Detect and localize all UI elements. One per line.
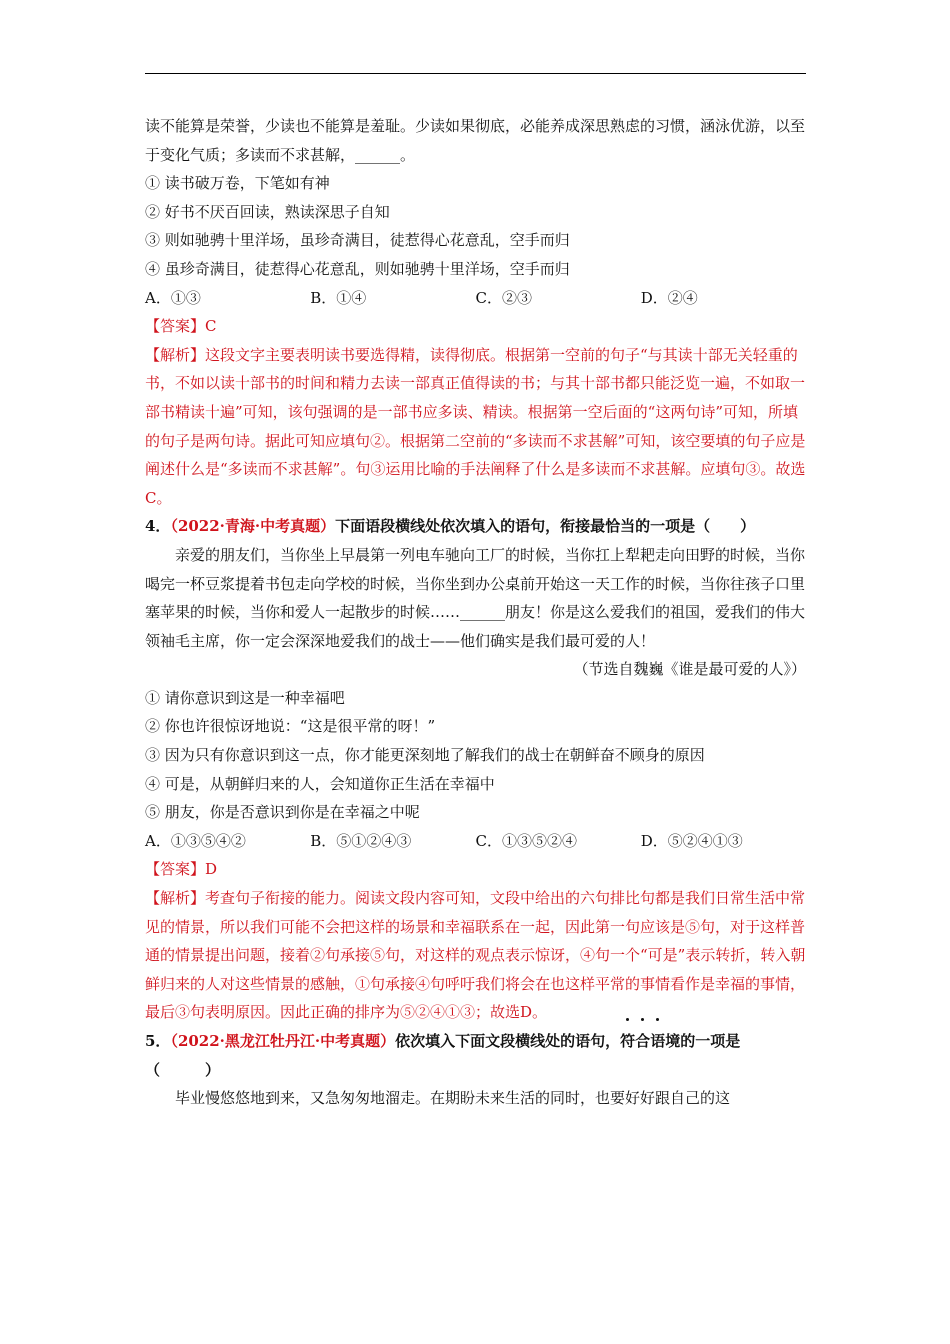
q4-option-a: A．①③⑤④② xyxy=(145,831,246,850)
q4-item-5: ⑤ 朋友，你是否意识到你是在幸福之中呢 xyxy=(145,803,420,822)
q5-emphasis-char-3 xyxy=(650,1027,665,1056)
q4-option-b: B．⑤①②④③ xyxy=(310,831,412,850)
emphasis-char: 语 xyxy=(650,1032,666,1050)
q5-number: 5． xyxy=(145,1032,171,1050)
q3-option-a: A．①③ xyxy=(145,288,201,307)
question-3-tail xyxy=(145,112,806,512)
q3-item-4: ④ 虽珍奇满目，徒惹得心花意乱，则如驰骋十里洋场，空手而归 xyxy=(145,259,570,278)
q4-option-c: C．①③⑤②④ xyxy=(475,831,577,850)
q4-option-d: D．⑤②④①③ xyxy=(640,831,743,850)
q4-stem-text: 下面语段横线处依次填入的语句，衔接最恰当的一项是（ ） xyxy=(335,517,756,536)
q4-number: 4． xyxy=(145,517,171,536)
q3-analysis xyxy=(145,341,806,513)
emphasis-char: 符 xyxy=(620,1032,636,1050)
q4-options xyxy=(145,827,806,856)
q4-item-4: ④ 可是，从朝鲜归来的人，会知道你正生活在幸福中 xyxy=(145,774,495,793)
q5-stem-text-b: 境的一项是（ ） xyxy=(145,1032,741,1079)
q4-analysis xyxy=(145,884,806,1027)
q3-passage-tail: 读不能算是荣誉，少读也不能算是羞耻。少读如果彻底，必能养成深思熟虑的习惯，涵泳优游，以至于变化气质；多读而不求甚解，______。 xyxy=(145,117,806,164)
q3-answer-tag: 【答案】 xyxy=(145,317,206,336)
q5-emphasis-char-2 xyxy=(635,1027,650,1056)
q4-answer xyxy=(145,855,806,884)
q5-emphasis-char-1 xyxy=(620,1027,635,1056)
q3-answer-value: C xyxy=(205,317,217,336)
question-4 xyxy=(145,512,806,1027)
q4-item-3: ③ 因为只有你意识到这一点，你才能更深刻地了解我们的战士在朝鲜奋不顾身的原因 xyxy=(145,746,705,765)
q3-item-2: ② 好书不厌百回读，熟读深思子自知 xyxy=(145,202,390,221)
header-rule xyxy=(145,73,806,74)
q3-analysis-text: 这段文字主要表明读书要选得精，读得彻底。根据第一空前的句子“与其读十部无关轻重的书，不如以读十部书的时间和精力去读一部真正值得读的书；与其十部书都只能泛览一遍，不如取一部书精读十遍”可知，该句强调的是一部书应多读、精读。根据第一空后面的“这两句诗”可知，所填的句子是两句诗。据此可知应填句②。根据第二空前的“多读而不求甚解”可知，该空要填的句子应是阐述什么是“多读而不求甚解”。句③运用比喻的手法阐释了什么是多读而不求甚解。应填句③。故选C。 xyxy=(145,345,806,507)
q5-stem-text-a: 依次填入下面文段横线处的语句， xyxy=(395,1032,621,1050)
q3-option-c: C．②③ xyxy=(475,288,532,307)
q4-answer-value: D xyxy=(205,860,218,879)
q5-stem xyxy=(145,1027,806,1084)
q4-excerpt-source: （节选自魏巍《谁是最可爱的人》） xyxy=(573,660,806,679)
q4-item-2: ② 你也许很惊讶地说：“这是很平常的呀！” xyxy=(145,717,436,736)
q3-item-3: ③ 则如驰骋十里洋场，虽珍奇满目，徒惹得心花意乱，空手而归 xyxy=(145,231,570,250)
q4-stem xyxy=(145,512,806,541)
q4-passage: 亲爱的朋友们，当你坐上早晨第一列电车驰向工厂的时候，当你扛上犁耙走向田野的时候，当你喝完一杯豆浆提着书包走向学校的时候，当你坐到办公桌前开始这一天工作的时候，当你往孩子口里塞苹果的时候，当你和爱人一起散步的时候……______朋友！你是这么爱我们的祖国，爱我们的伟大领袖毛主席，你一定会深深地爱我们的战士——他们确实是我们最可爱的人！ xyxy=(145,545,806,650)
q4-answer-tag: 【答案】 xyxy=(145,860,206,879)
question-5 xyxy=(145,1027,806,1113)
q3-option-b: B．①④ xyxy=(310,288,367,307)
q4-item-1: ① 请你意识到这是一种幸福吧 xyxy=(145,688,345,707)
document-body xyxy=(145,112,806,1113)
q5-source: （2022·黑龙江牡丹江·中考真题） xyxy=(170,1032,396,1050)
q3-analysis-tag: 【解析】 xyxy=(145,345,206,364)
q4-analysis-text: 考查句子衔接的能力。阅读文段内容可知，文段中给出的六句排比句都是我们日常生活中常见的情景，所以我们可能不会把这样的场景和幸福联系在一起，因此第一句应该是⑤句，对于这样普通的情景提出问题，接着②句承接⑤句，对这样的观点表示惊讶，④句一个“可是”表示转折，转入朝鲜归来的人对这些情景的感触，①句承接④句呼吁我们将会在也这样平常的事情看作是幸福的事情，最后③句表明原因。因此正确的排序为⑤②④①③；故选D。 xyxy=(145,889,806,1022)
q4-analysis-tag: 【解析】 xyxy=(145,889,206,908)
q3-answer xyxy=(145,312,806,341)
q3-option-d: D．②④ xyxy=(640,288,698,307)
q5-passage-start: 毕业慢悠悠地到来，又急匆匆地溜走。在期盼未来生活的同时，也要好好跟自己的这 xyxy=(175,1089,731,1108)
emphasis-char: 合 xyxy=(635,1032,651,1050)
q4-source: （2022·青海·中考真题） xyxy=(170,517,336,536)
q3-item-1: ① 读书破万卷，下笔如有神 xyxy=(145,174,330,193)
q3-options xyxy=(145,284,806,313)
